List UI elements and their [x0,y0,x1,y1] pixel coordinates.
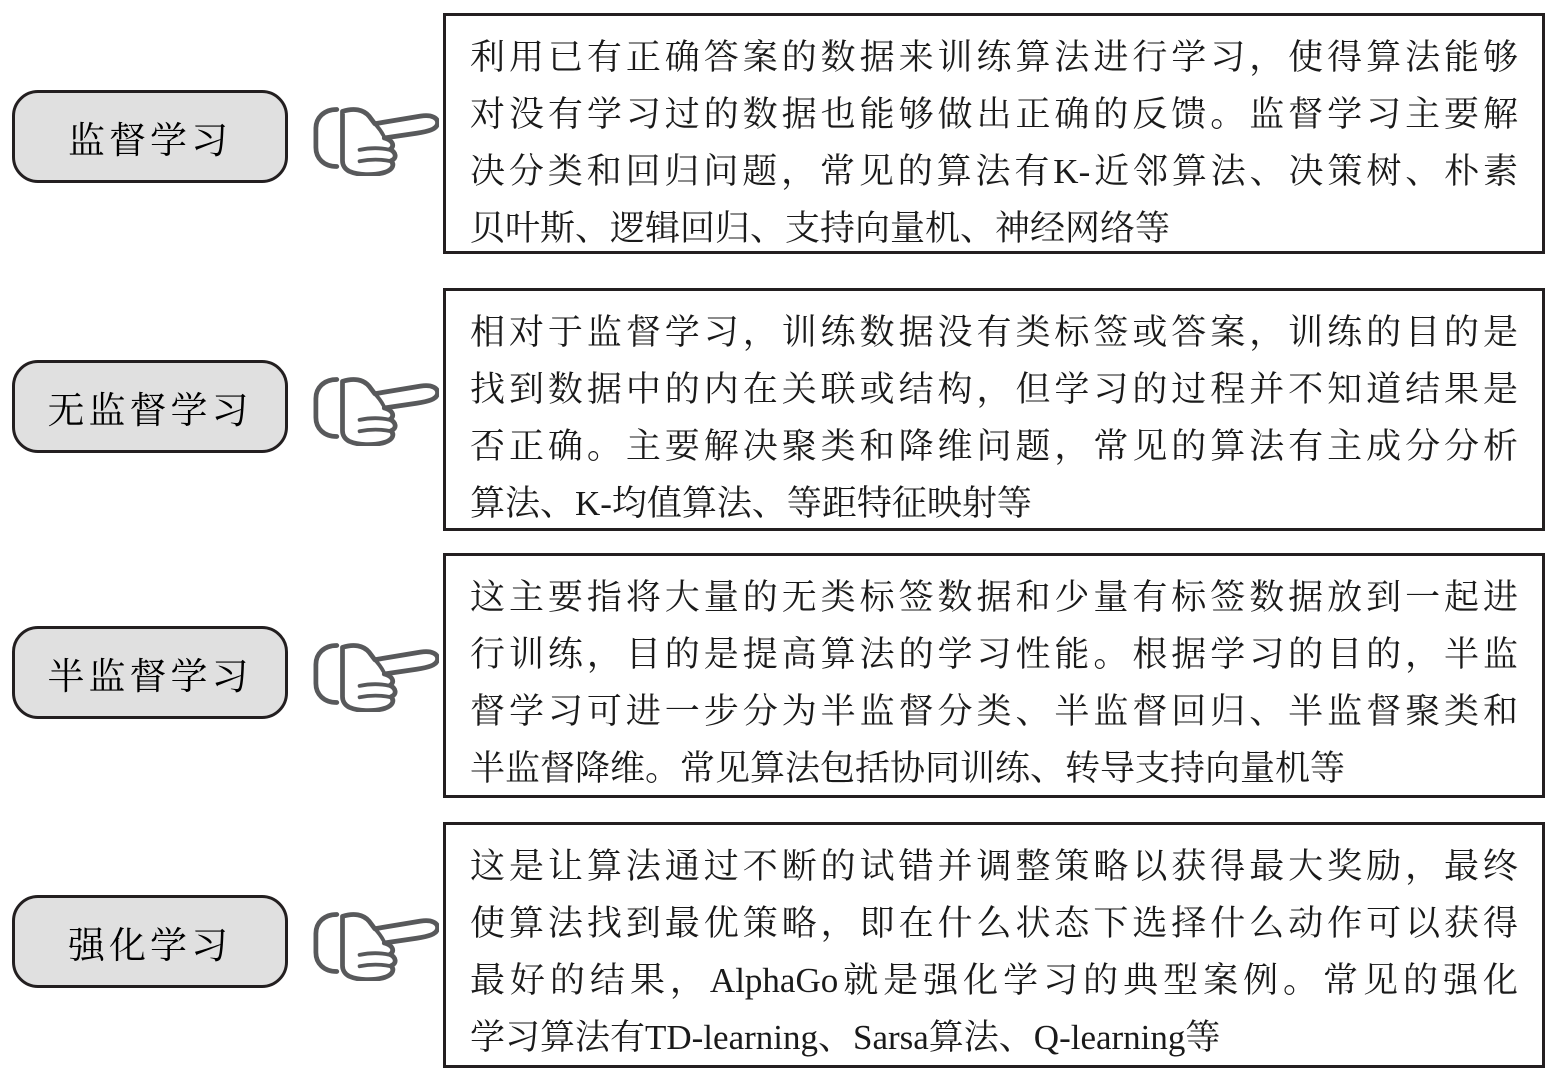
category-label-supervised: 监督学习 [68,120,232,162]
pointing-hand-icon [303,100,439,176]
description-line: 使算法找到最优策略，即在什么状态下选择什么动作可以获得 [470,904,1518,943]
category-label-semisupervised: 半监督学习 [47,656,253,698]
category-pill-reinforcement [12,895,288,988]
category-pill-semisupervised [12,626,288,719]
pointing-hand-icon [303,636,439,712]
pointing-hand-icon [303,905,439,981]
description-line: 督学习可进一步分为半监督分类、半监督回归、半监督聚类和 [470,692,1518,731]
description-line: 行训练，目的是提高算法的学习性能。根据学习的目的，半监 [470,635,1518,674]
description-line: 相对于监督学习，训练数据没有类标签或答案，训练的目的是 [470,313,1518,352]
description-box-supervised [443,13,1545,254]
description-line: 找到数据中的内在关联或结构，但学习的过程并不知道结果是 [470,370,1518,409]
pointing-hand-icon [303,370,439,446]
description-line: 半监督降维。常见算法包括协同训练、转导支持向量机等 [470,749,1346,788]
category-label-unsupervised: 无监督学习 [47,390,253,432]
description-line: 学习算法有TD-learning、Sarsa算法、Q-learning等 [470,1018,1221,1057]
description-line: 这主要指将大量的无类标签数据和少量有标签数据放到一起进 [470,578,1518,617]
description-box-unsupervised [443,288,1545,531]
description-line: 贝叶斯、逻辑回归、支持向量机、神经网络等 [470,209,1171,248]
description-line: 决分类和回归问题，常见的算法有K-近邻算法、决策树、朴素 [470,152,1518,191]
description-line: 这是让算法通过不断的试错并调整策略以获得最大奖励，最终 [470,847,1518,886]
description-line: 对没有学习过的数据也能够做出正确的反馈。监督学习主要解 [470,95,1518,134]
description-line: 利用已有正确答案的数据来训练算法进行学习，使得算法能够 [470,38,1518,77]
description-line: 算法、K-均值算法、等距特征映射等 [470,484,1032,523]
description-box-reinforcement [443,822,1545,1068]
description-line: 否正确。主要解决聚类和降维问题，常见的算法有主成分分析 [470,427,1518,466]
category-pill-supervised [12,90,288,183]
category-pill-unsupervised [12,360,288,453]
description-box-semisupervised [443,553,1545,798]
description-line: 最好的结果，AlphaGo就是强化学习的典型案例。常见的强化 [470,961,1518,1000]
category-label-reinforcement: 强化学习 [68,925,232,967]
